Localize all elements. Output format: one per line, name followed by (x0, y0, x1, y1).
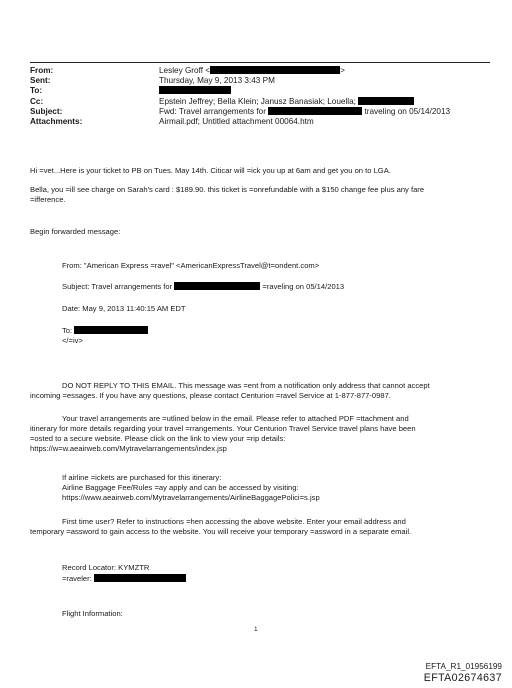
fwd-subject (62, 282, 344, 293)
from-close: > (340, 66, 345, 75)
sent-row (30, 76, 490, 86)
fwd-div: </=iv> (62, 336, 83, 345)
baggage-link[interactable]: https://www.aeairweb.com/Mytravelarrangements/AirlineBaggagePolici=s.jsp (62, 493, 320, 502)
fwd-subject-prefix: Subject: Travel arrangements for (62, 282, 173, 291)
flight-info: Flight Information: (62, 609, 123, 618)
cc-value (159, 97, 490, 107)
fwd-from: From: "American Express =ravel" <AmericanExpressTravel@t=ondent.com> (62, 261, 320, 270)
sent-label: Sent: (30, 76, 51, 86)
redaction-box (94, 574, 186, 582)
efta-large-id: EFTA02674637 (423, 672, 502, 684)
cc-label: Cc: (30, 96, 44, 106)
body-line-charge-cont: =ifference. (30, 195, 66, 204)
first-time-line-2: temporary =assword to gain access to the website. You will receive your temporary =assword in a separate email. (30, 527, 412, 536)
body-line-ticket: Hi =vet...Here is your ticket to PB on Tues. May 14th. Citicar will =ick you up at 6am and get you on to LGA. (30, 166, 391, 175)
fwd-subject-suffix: =raveling on 05/14/2013 (262, 282, 345, 291)
attachments-label: Attachments: (30, 117, 83, 127)
header-rule (30, 62, 490, 63)
sent-value: Thursday, May 9, 2013 3:43 PM (159, 76, 275, 86)
from-label: From: (30, 66, 54, 75)
subject-value (159, 107, 490, 117)
from-name: Lesley Groff < (159, 66, 211, 75)
baggage-line-1: If airline =ickets are purchased for this itinerary: (62, 473, 222, 482)
arrangements-line-1: Your travel arrangements are =utlined below in the email. Please refer to attached PDF =ttachment and (62, 414, 409, 423)
redaction-box (174, 282, 260, 290)
subject-label: Subject: (30, 106, 63, 116)
redaction-box (159, 86, 231, 94)
fwd-to-label: To: (62, 326, 73, 335)
redaction-box (358, 97, 414, 105)
subject-suffix: traveling on 05/14/2013 (364, 106, 451, 116)
arrangements-link[interactable]: https://w=w.aeairweb.com/Mytravelarrangements/index.jsp (30, 444, 227, 453)
efta-small-id: EFTA_R1_01956199 (425, 662, 502, 671)
noreply-line-2: incoming =essages. If you have any questions, please contact Centurion =ravel Service at 1-877-877-0987. (30, 391, 391, 400)
fwd-to (62, 326, 148, 337)
redaction-box (268, 107, 362, 115)
to-row (30, 86, 490, 96)
arrangements-line-3: =osted to a secure website. Please click on the link to view your =rip details: (30, 434, 286, 443)
attachments-row (30, 117, 490, 127)
noreply-line-1: DO NOT REPLY TO THIS EMAIL. This message was =ent from a notification only address that cannot accept (62, 381, 430, 390)
first-time-line-1: First time user? Refer to instructions =hen accessing the above website. Enter your email address and (62, 517, 406, 526)
begin-forwarded: Begin forwarded message: (30, 227, 121, 236)
record-locator: Record Locator: KYMZTR (62, 563, 150, 572)
cc-names: Epstein Jeffrey; Bella Klein; Janusz Banasiak; Louella; (159, 96, 356, 106)
arrangements-line-2: itinerary for more details regarding your travel =rrangements. Your Centurion Travel Service travel plans have been (30, 424, 416, 433)
from-row (30, 66, 490, 76)
attachments-value: Airmail.pdf; Untitled attachment 00064.htm (159, 117, 314, 127)
subject-prefix: Fwd: Travel arrangements for (159, 106, 266, 116)
page-number: 1 (254, 626, 258, 633)
subject-row (30, 107, 490, 117)
from-value (159, 66, 490, 76)
baggage-line-2: Airline Baggage Fee/Rules =ay apply and can be accessed by visiting: (62, 483, 299, 492)
to-label: To: (30, 86, 43, 96)
email-header (30, 66, 490, 127)
traveler-label: =raveler: (62, 574, 92, 583)
to-value (159, 86, 490, 96)
body-line-charge: Bella, you =ill see charge on Sarah's card : $189.90. this ticket is =onrefundable with a $150 change fee plus any fare (30, 185, 425, 194)
redaction-box (210, 66, 340, 74)
redaction-box (74, 326, 148, 334)
fwd-date: Date: May 9, 2013 11:40:15 AM EDT (62, 304, 186, 313)
cc-row (30, 97, 490, 107)
traveler-line (62, 574, 186, 585)
